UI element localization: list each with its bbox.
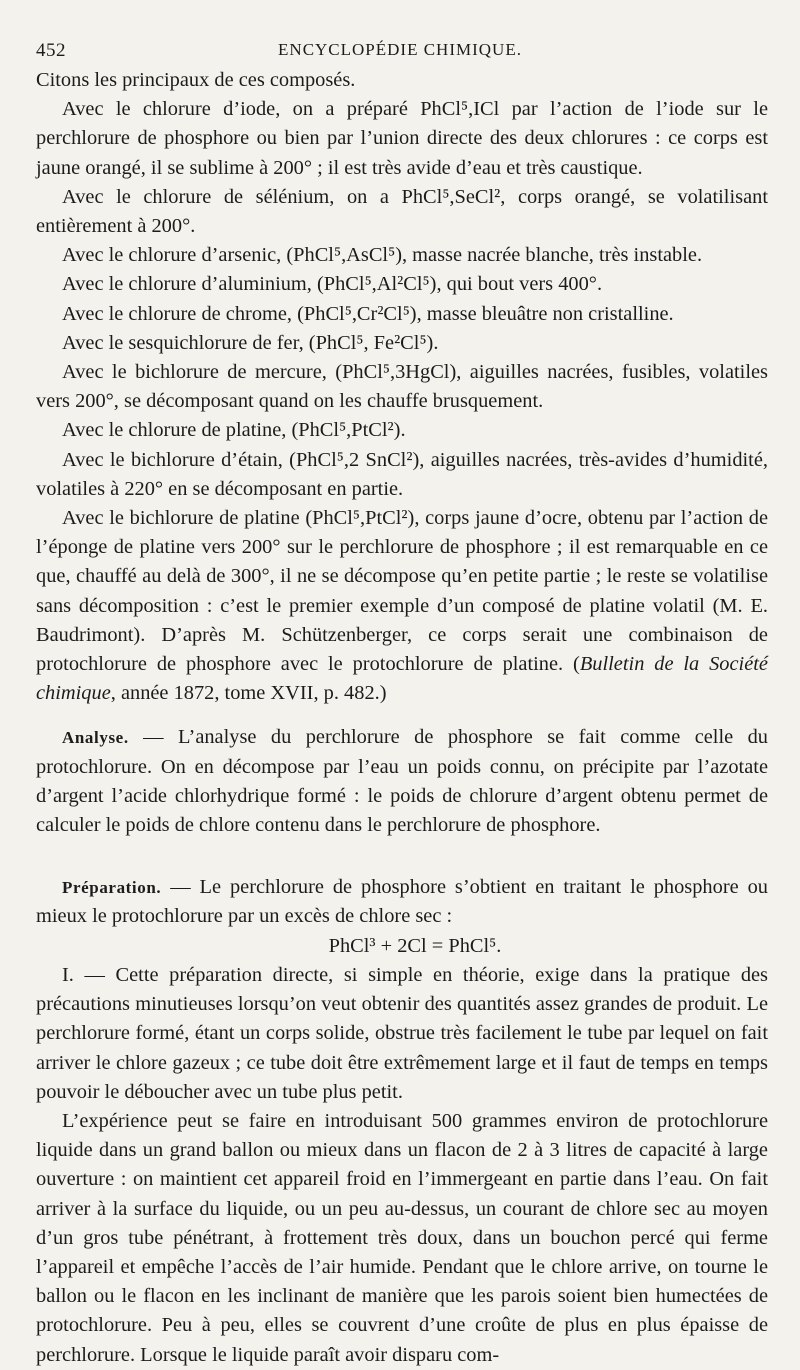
running-title: ENCYCLOPÉDIE CHIMIQUE.: [278, 40, 522, 59]
analyse-heading: Analyse.: [62, 728, 129, 748]
paragraph: L’expérience peut se faire en introduisant 500 grammes environ de protochlorure liquide dans un grand ballon ou mieux dans un flacon de 2 à 3 litres de capacité à large ouverture : on maintient cet appareil froid en l’immergeant en partie dans l’eau. On fait arriver à la surface du liquide, ou un peu au-dessus, un courant de chlore sec au moyen d’un gros tube pénétrant, à frottement très doux, dans un bouchon percé qui ferme l’appareil et empêche l’accès de l’air humide. Pendant que le chlore arrive, on tourne le ballon ou le flacon en les inclinant de manière que les parois soient bien humectées de protochlorure. Peu à peu, elles se couvrent d’une croûte de plus en plus épaisse de perchlorure. Lorsque le liquide paraît avoir disparu com-: [36, 1109, 768, 1366]
paragraph: Avec le chlorure de sélénium, on a PhCl⁵,SeCl², corps orangé, se volatilisant entièrement à 200°.: [36, 185, 768, 238]
paragraph: Avec le sesquichlorure de fer, (PhCl⁵, Fe²Cl⁵).: [62, 331, 439, 354]
page-body: [36, 66, 768, 1370]
paragraph: Avec le chlorure d’arsenic, (PhCl⁵,AsCl⁵), masse nacrée blanche, très instable.: [62, 244, 703, 267]
paragraph: Avec le chlorure de platine, (PhCl⁵,PtCl²).: [62, 419, 406, 442]
page-number: 452: [36, 40, 66, 61]
paragraph: Avec le bichlorure d’étain, (PhCl⁵,2 SnCl²), aiguilles nacrées, très-avides d’humidité, volatiles à 220° en se décomposant en partie.: [36, 448, 768, 500]
page-header: [36, 36, 764, 66]
citation-details: , année 1872, tome XVII, p. 482.): [110, 682, 387, 705]
analyse-text: — L’analyse du perchlorure de phosphore se fait comme celle du protochlorure. On en décompose par l’eau un poids connu, on précipite par l’azotate d’argent l’acide chlorhydrique formé : le poids de chlorure d’argent obtenu permet de calculer le poids de chlore contenu dans le perchlorure de phosphore.: [36, 726, 768, 837]
paragraph-text: Avec le bichlorure de platine (PhCl⁵,PtCl²), corps jaune d’ocre, obtenu par l’action de l’éponge de platine vers 200° sur le perchlorure de phosphore ; il est remarquable en ce que, chauffé au delà de 300°, il ne se décompose qu’en petite partie ; le reste se volatilise sans décomposition : c’est le premier exemple d’un composé de platine volatil (M. E. Baudrimont). D’après M. Schützenberger, ce corps serait une combinaison de protochlorure de phosphore avec le protochlorure de platine. (: [36, 507, 768, 676]
preparation-heading: Préparation.: [62, 878, 162, 898]
paragraph: Avec le chlorure d’aluminium, (PhCl⁵,Al²Cl⁵), qui bout vers 400°.: [62, 273, 603, 296]
citation-journal: Bulletin de la Société chimique: [36, 653, 768, 705]
preparation-section: [36, 873, 768, 931]
paragraph: Citons les principaux de ces composés.: [36, 69, 356, 91]
paragraph: Avec le chlorure de chrome, (PhCl⁵,Cr²Cl⁵), masse bleuâtre non cristalline.: [62, 302, 674, 325]
paragraph: Avec le bichlorure de mercure, (PhCl⁵,3HgCl), aiguilles nacrées, fusibles, volatiles vers 200°, se décomposant quand on les chauffe brusquement.: [36, 361, 768, 413]
platinum-paragraph: [36, 504, 768, 708]
paragraph: I. — Cette préparation directe, si simple en théorie, exige dans la pratique des précautions minutieuses lorsqu’on veut obtenir des quantités assez grandes de produit. Le perchlorure formé, étant un corps solide, obstrue très facilement le tube par lequel on fait arriver le chlore gazeux ; ce tube doit être extrêmement large et il faut de temps en temps pouvoir le déboucher avec un tube plus petit.: [36, 963, 768, 1103]
paragraph: Avec le chlorure d’iode, on a préparé PhCl⁵,ICl par l’action de l’iode sur le perchlorure de phosphore ou bien par l’union directe des deux chlorures : ce corps est jaune orangé, il se sublime à 200° ; il est très avide d’eau et très caustique.: [36, 98, 768, 179]
chemical-equation: PhCl³ + 2Cl = PhCl⁵.: [328, 934, 502, 957]
analyse-section: [36, 723, 768, 840]
preparation-text: — Le perchlorure de phosphore s’obtient en traitant le phosphore ou mieux le protochlorure par un excès de chlore sec :: [36, 876, 768, 928]
